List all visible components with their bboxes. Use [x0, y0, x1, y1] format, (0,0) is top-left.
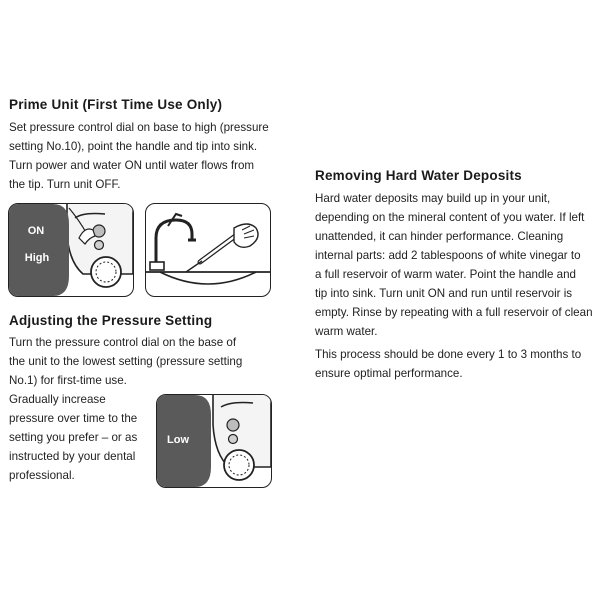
hard-water-text: [315, 189, 593, 383]
adjust-line: pressure over time to the: [9, 412, 138, 425]
deposits-line: tip into sink. Turn unit ON and run until reservoir is: [315, 287, 573, 300]
deposits-line: warm water.: [315, 325, 378, 338]
adjust-pressure-heading: Adjusting the Pressure Setting: [9, 313, 213, 328]
adjust-line: setting you prefer – or as: [9, 431, 138, 444]
adjust-line: instructed by your dental: [9, 450, 136, 463]
prime-line: the tip. Turn unit OFF.: [9, 178, 121, 191]
badge-low: Low: [167, 434, 189, 446]
deposits-line: internal parts: add 2 tablespoons of white vinegar to: [315, 249, 581, 262]
unit-base-drawing: [9, 204, 133, 296]
deposits-line: a full reservoir of warm water. Point the handle and: [315, 268, 576, 281]
adjust-line: No.1) for first-time use.: [9, 374, 127, 387]
prime-line: setting No.10), point the handle and tip into sink.: [9, 140, 258, 153]
adjust-line: the unit to the lowest setting (pressure setting: [9, 355, 243, 368]
unit-base-low-drawing: [157, 395, 271, 487]
badge-high: High: [24, 252, 50, 264]
prime-line: Turn power and water ON until water flows from: [9, 159, 255, 172]
deposits-note-line: This process should be done every 1 to 3 months to: [315, 348, 582, 361]
unit-high-illustration: [8, 203, 134, 297]
prime-unit-text: [9, 118, 269, 194]
adjust-line: professional.: [9, 469, 75, 482]
deposits-line: unattended, it can hinder performance. Cleaning: [315, 230, 564, 243]
sink-illustration: [145, 203, 271, 297]
deposits-line: empty. Rinse by repeating with a full reservoir of clean: [315, 306, 593, 319]
deposits-note-line: ensure optimal performance.: [315, 367, 463, 380]
prime-unit-heading: Prime Unit (First Time Use Only): [9, 97, 223, 112]
unit-low-illustration: [156, 394, 272, 488]
adjust-line: Turn the pressure control dial on the base of: [9, 336, 237, 349]
faucet-drawing: [146, 204, 270, 296]
badge-on: ON: [27, 225, 45, 237]
hard-water-heading: Removing Hard Water Deposits: [315, 168, 522, 183]
prime-line: Set pressure control dial on base to high (pressure: [9, 121, 269, 134]
adjust-line: Gradually increase: [9, 393, 106, 406]
deposits-line: Hard water deposits may build up in your unit,: [315, 192, 551, 205]
deposits-line: depending on the mineral content of you water. If left: [315, 211, 585, 224]
